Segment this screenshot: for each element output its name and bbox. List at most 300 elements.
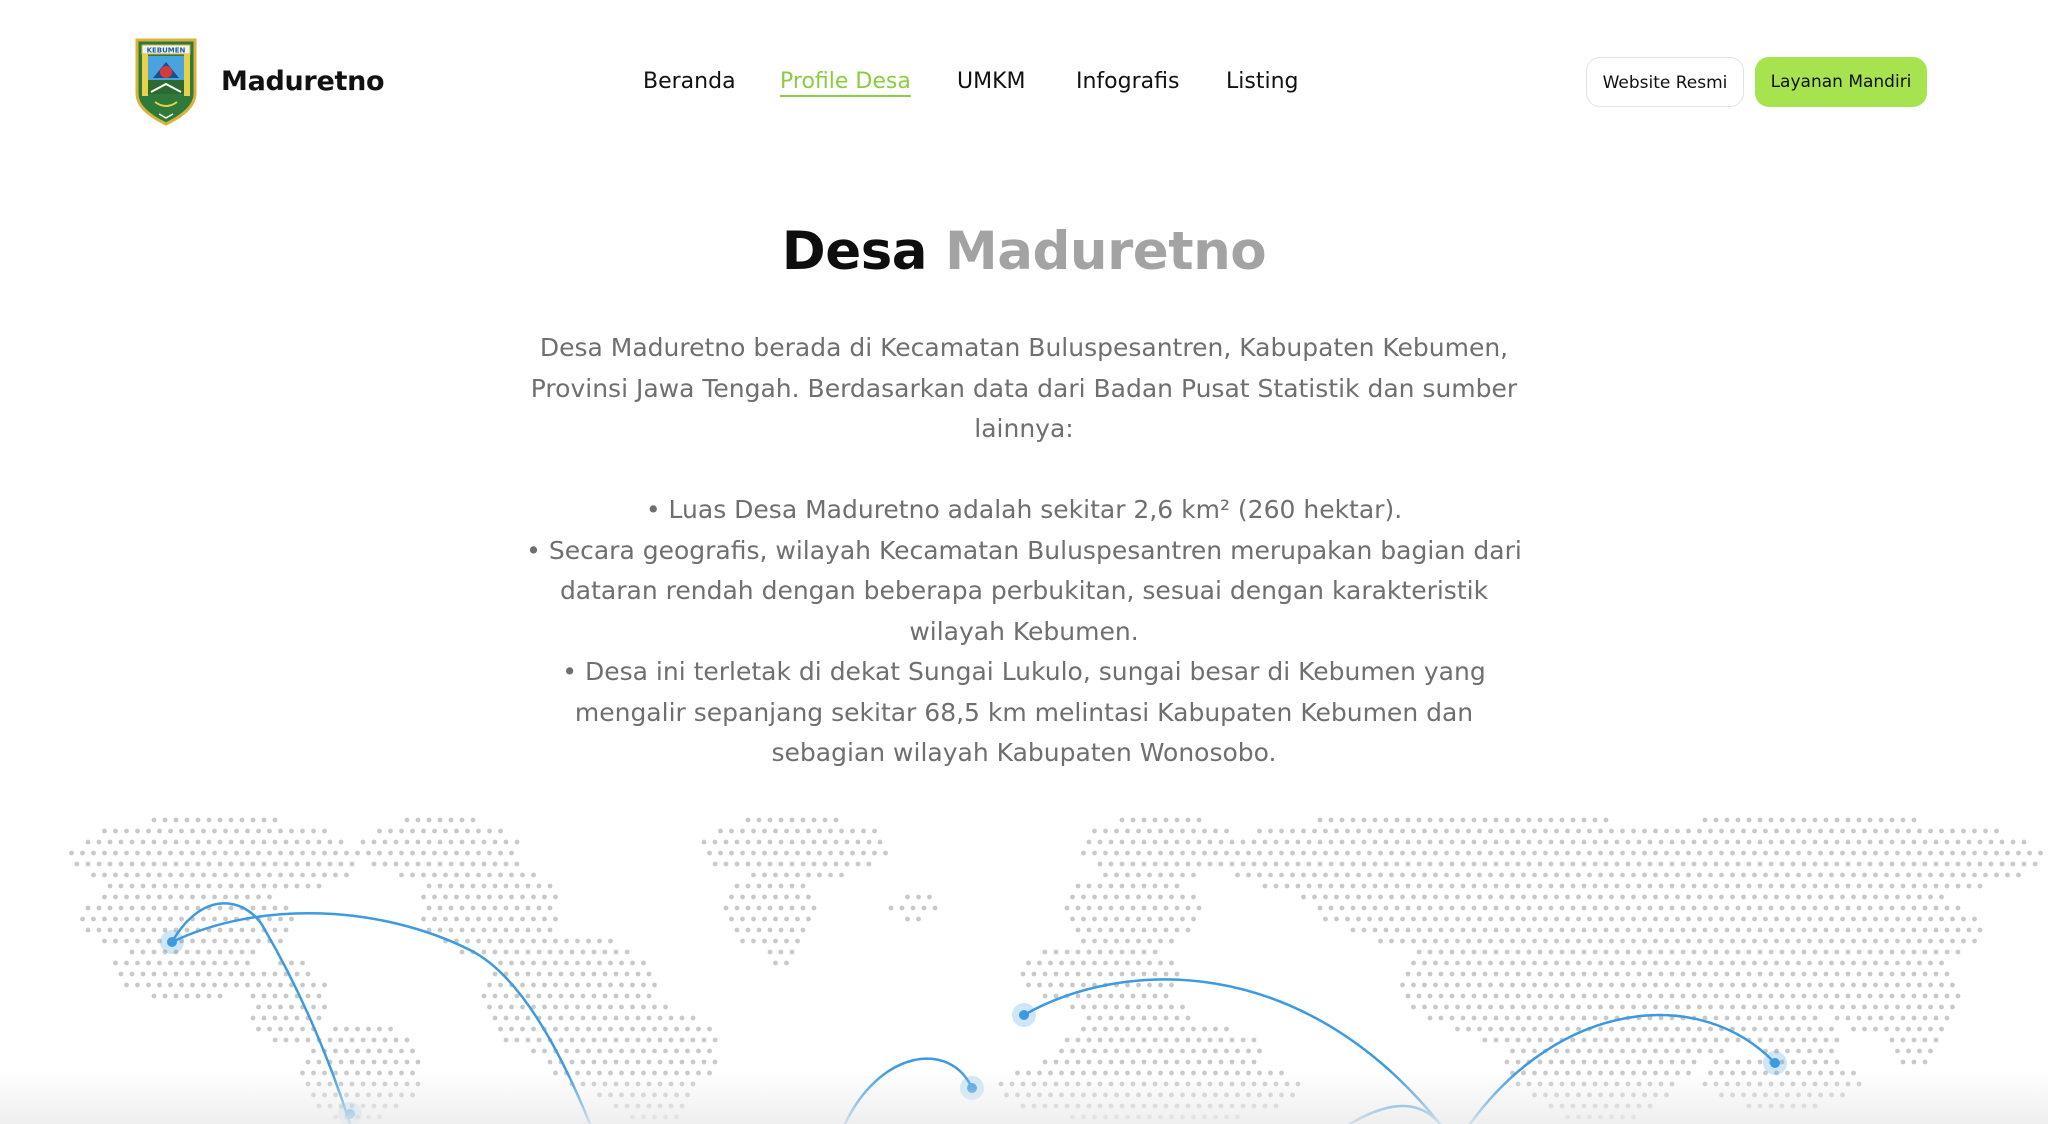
map-dot xyxy=(1444,1005,1449,1010)
map-dot xyxy=(834,818,839,823)
map-dot xyxy=(1428,928,1433,933)
map-dot xyxy=(108,884,113,889)
map-dot xyxy=(185,950,190,955)
map-dot xyxy=(1609,829,1614,834)
map-dot xyxy=(157,829,162,834)
map-dot xyxy=(806,917,811,922)
map-dot xyxy=(1961,851,1966,856)
map-dot xyxy=(1263,862,1268,867)
map-dot xyxy=(1598,917,1603,922)
map-dot xyxy=(1978,840,1983,845)
map-dot xyxy=(1906,895,1911,900)
map-dot xyxy=(592,950,597,955)
map-dot xyxy=(1400,917,1405,922)
map-dot xyxy=(1516,994,1521,999)
map-dot xyxy=(1224,829,1229,834)
map-dot xyxy=(421,895,426,900)
map-dot xyxy=(1213,829,1218,834)
map-dot xyxy=(1846,862,1851,867)
map-dot xyxy=(1433,873,1438,878)
map-dot xyxy=(823,818,828,823)
map-dot xyxy=(691,1060,696,1065)
map-dot xyxy=(1697,873,1702,878)
map-dot xyxy=(113,829,118,834)
map-dot xyxy=(1758,994,1763,999)
map-dot xyxy=(1763,983,1768,988)
map-dot xyxy=(1131,1060,1136,1065)
map-dot xyxy=(1708,1027,1713,1032)
map-dot xyxy=(1604,1038,1609,1043)
map-dot xyxy=(1136,1049,1141,1054)
map-dot xyxy=(1059,1049,1064,1054)
map-dot xyxy=(1516,928,1521,933)
map-dot xyxy=(773,873,778,878)
map-dot xyxy=(553,1005,558,1010)
map-dot xyxy=(278,917,283,922)
map-dot xyxy=(1076,950,1081,955)
map-dot xyxy=(476,895,481,900)
map-dot xyxy=(361,1060,366,1065)
map-dot xyxy=(267,917,272,922)
map-dot xyxy=(1758,906,1763,911)
map-dot xyxy=(1796,1005,1801,1010)
map-dot xyxy=(1642,1027,1647,1032)
map-dot xyxy=(80,851,85,856)
map-dot xyxy=(1125,939,1130,944)
map-dot xyxy=(735,906,740,911)
map-dot xyxy=(1725,862,1730,867)
map-dot xyxy=(498,1027,503,1032)
map-dot xyxy=(229,884,234,889)
map-dot xyxy=(1345,873,1350,878)
map-dot xyxy=(1681,950,1686,955)
map-dot xyxy=(124,829,129,834)
map-dot xyxy=(883,851,888,856)
map-dot xyxy=(1736,1016,1741,1021)
map-dot xyxy=(443,895,448,900)
map-dot xyxy=(1147,1005,1152,1010)
map-dot xyxy=(163,972,168,977)
map-dot xyxy=(1928,917,1933,922)
map-dot xyxy=(1098,950,1103,955)
map-dot xyxy=(619,1049,624,1054)
map-dot xyxy=(1934,972,1939,977)
map-dot xyxy=(1923,1016,1928,1021)
map-dot xyxy=(1890,928,1895,933)
map-dot xyxy=(421,829,426,834)
map-dot xyxy=(713,862,718,867)
map-dot xyxy=(366,851,371,856)
map-dot xyxy=(1180,829,1185,834)
map-dot xyxy=(1510,873,1515,878)
map-dot xyxy=(1901,1038,1906,1043)
map-dot xyxy=(520,917,525,922)
map-dot xyxy=(625,1060,630,1065)
map-dot xyxy=(124,851,129,856)
map-dot xyxy=(163,818,168,823)
map-dot xyxy=(1120,950,1125,955)
map-dot xyxy=(1802,906,1807,911)
map-dot xyxy=(1686,1005,1691,1010)
logo-text: KEBUMEN xyxy=(146,46,186,55)
map-dot xyxy=(625,1016,630,1021)
map-dot xyxy=(570,972,575,977)
map-dot xyxy=(1835,862,1840,867)
map-dot xyxy=(559,994,564,999)
map-dot xyxy=(1444,961,1449,966)
map-dot xyxy=(1961,873,1966,878)
map-dot xyxy=(1983,851,1988,856)
map-dot xyxy=(97,862,102,867)
map-dot xyxy=(1615,972,1620,977)
map-dot xyxy=(1472,818,1477,823)
map-dot xyxy=(2000,862,2005,867)
map-dot xyxy=(1076,906,1081,911)
map-dot xyxy=(746,862,751,867)
map-dot xyxy=(790,884,795,889)
map-dot xyxy=(498,917,503,922)
map-dot xyxy=(361,1038,366,1043)
map-dot xyxy=(1659,994,1664,999)
map-dot xyxy=(1208,862,1213,867)
map-dot xyxy=(1972,873,1977,878)
map-dot xyxy=(229,862,234,867)
map-dot xyxy=(97,906,102,911)
map-dot xyxy=(1813,994,1818,999)
map-dot xyxy=(1890,840,1895,845)
map-dot xyxy=(1604,950,1609,955)
map-dot xyxy=(1538,1016,1543,1021)
layanan-mandiri-button[interactable]: Layanan Mandiri xyxy=(1755,57,1927,107)
nav-item-profile-desa[interactable]: Profile Desa xyxy=(780,69,911,94)
map-dot xyxy=(1433,1005,1438,1010)
map-dot xyxy=(1103,1049,1108,1054)
map-dot xyxy=(1131,972,1136,977)
map-dot xyxy=(333,1049,338,1054)
map-dot xyxy=(520,895,525,900)
map-dot xyxy=(1433,961,1438,966)
map-dot xyxy=(1939,961,1944,966)
map-dot xyxy=(1846,928,1851,933)
map-dot xyxy=(223,917,228,922)
map-dot xyxy=(1417,972,1422,977)
map-dot xyxy=(1945,994,1950,999)
map-dot xyxy=(1175,1038,1180,1043)
map-dot xyxy=(405,862,410,867)
map-dot xyxy=(190,983,195,988)
map-dot xyxy=(1219,1038,1224,1043)
map-dot xyxy=(322,1005,327,1010)
map-dot xyxy=(1670,928,1675,933)
map-dot xyxy=(553,917,558,922)
map-dot xyxy=(630,1027,635,1032)
map-dot xyxy=(1120,840,1125,845)
map-dot xyxy=(399,873,404,878)
map-dot xyxy=(1802,840,1807,845)
map-dot xyxy=(1312,873,1317,878)
map-dot xyxy=(454,895,459,900)
map-dot xyxy=(1642,895,1647,900)
map-dot xyxy=(1736,906,1741,911)
map-dot xyxy=(1373,928,1378,933)
map-dot xyxy=(1928,895,1933,900)
map-dot xyxy=(856,862,861,867)
map-dot xyxy=(333,1027,338,1032)
map-dot xyxy=(1813,950,1818,955)
map-dot xyxy=(443,917,448,922)
map-dot xyxy=(284,906,289,911)
map-dot xyxy=(174,840,179,845)
map-dot xyxy=(779,906,784,911)
map-dot xyxy=(75,862,80,867)
map-dot xyxy=(1510,939,1515,944)
map-dot xyxy=(619,961,624,966)
map-dot xyxy=(1642,939,1647,944)
map-dot xyxy=(1741,873,1746,878)
map-dot xyxy=(1950,917,1955,922)
map-dot xyxy=(179,851,184,856)
map-dot xyxy=(1571,928,1576,933)
map-dot xyxy=(102,917,107,922)
map-dot xyxy=(273,994,278,999)
map-dot xyxy=(1153,906,1158,911)
map-dot xyxy=(2000,840,2005,845)
map-dot xyxy=(1147,1027,1152,1032)
map-dot xyxy=(168,961,173,966)
brand-name[interactable]: Maduretno xyxy=(221,66,385,97)
map-dot xyxy=(1466,895,1471,900)
map-dot xyxy=(1428,906,1433,911)
map-dot xyxy=(1560,906,1565,911)
map-dot xyxy=(267,851,272,856)
nav-item-infografis[interactable]: Infografis xyxy=(1076,69,1180,94)
map-dot xyxy=(157,873,162,878)
map-dot xyxy=(1741,917,1746,922)
map-dot xyxy=(1868,928,1873,933)
map-dot xyxy=(1142,950,1147,955)
map-dot xyxy=(1318,818,1323,823)
map-dot xyxy=(317,884,322,889)
nav-item-beranda[interactable]: Beranda xyxy=(643,69,736,94)
map-dot xyxy=(1499,1005,1504,1010)
map-dot xyxy=(152,994,157,999)
map-dot xyxy=(443,829,448,834)
map-dot xyxy=(1736,950,1741,955)
map-dot xyxy=(1582,994,1587,999)
map-dot xyxy=(311,873,316,878)
map-dot xyxy=(1356,895,1361,900)
map-dot xyxy=(1378,895,1383,900)
map-dot xyxy=(493,994,498,999)
map-dot xyxy=(1521,917,1526,922)
map-dot xyxy=(1653,983,1658,988)
map-dot xyxy=(1780,972,1785,977)
map-dot xyxy=(1890,1016,1895,1021)
map-dot xyxy=(383,862,388,867)
map-dot xyxy=(449,884,454,889)
map-dot xyxy=(1923,950,1928,955)
map-dot xyxy=(1758,840,1763,845)
map-dot xyxy=(482,994,487,999)
map-dot xyxy=(1076,884,1081,889)
map-dot xyxy=(509,961,514,966)
map-dot xyxy=(289,961,294,966)
map-dot xyxy=(1813,862,1818,867)
map-dot xyxy=(1499,917,1504,922)
map-dot xyxy=(91,917,96,922)
map-dot xyxy=(1428,1016,1433,1021)
map-dot xyxy=(1180,851,1185,856)
map-dot xyxy=(1741,961,1746,966)
map-dot xyxy=(1312,895,1317,900)
map-dot xyxy=(905,895,910,900)
map-dot xyxy=(1862,895,1867,900)
map-dot xyxy=(240,928,245,933)
map-dot xyxy=(405,1038,410,1043)
map-dot xyxy=(86,928,91,933)
map-dot xyxy=(1417,906,1422,911)
map-dot xyxy=(1560,950,1565,955)
map-dot xyxy=(1912,1038,1917,1043)
map-dot xyxy=(1813,972,1818,977)
map-dot xyxy=(1472,950,1477,955)
map-dot xyxy=(174,972,179,977)
map-dot xyxy=(1532,961,1537,966)
map-dot xyxy=(295,840,300,845)
map-dot xyxy=(647,994,652,999)
map-dot xyxy=(1340,862,1345,867)
map-dot xyxy=(185,884,190,889)
map-dot xyxy=(1323,873,1328,878)
map-dot xyxy=(1439,862,1444,867)
map-dot xyxy=(548,950,553,955)
map-dot xyxy=(746,818,751,823)
map-dot xyxy=(1285,840,1290,845)
map-dot xyxy=(212,917,217,922)
map-dot xyxy=(1846,972,1851,977)
map-dot xyxy=(509,895,514,900)
map-dot xyxy=(1835,950,1840,955)
map-dot xyxy=(394,840,399,845)
map-dot xyxy=(256,829,261,834)
map-dot xyxy=(256,983,261,988)
map-dot xyxy=(1521,1049,1526,1054)
map-dot xyxy=(1587,917,1592,922)
map-dot xyxy=(328,1038,333,1043)
website-resmi-button[interactable]: Website Resmi xyxy=(1586,57,1744,107)
map-dot xyxy=(1362,862,1367,867)
map-dot xyxy=(185,994,190,999)
map-dot xyxy=(328,840,333,845)
map-dot xyxy=(1868,972,1873,977)
map-dot xyxy=(1835,972,1840,977)
map-dot xyxy=(245,895,250,900)
map-dot xyxy=(641,1027,646,1032)
map-dot xyxy=(449,906,454,911)
map-dot xyxy=(295,1038,300,1043)
map-dot xyxy=(1158,851,1163,856)
map-dot xyxy=(1098,1038,1103,1043)
map-dot xyxy=(1972,829,1977,834)
map-dot xyxy=(515,840,520,845)
map-dot xyxy=(1488,873,1493,878)
map-dot xyxy=(1483,1038,1488,1043)
map-dot xyxy=(1026,983,1031,988)
map-dot xyxy=(1670,1060,1675,1065)
map-dot xyxy=(839,873,844,878)
map-dot xyxy=(1879,884,1884,889)
map-dot xyxy=(273,1038,278,1043)
map-dot xyxy=(740,829,745,834)
map-dot xyxy=(201,939,206,944)
map-dot xyxy=(1164,884,1169,889)
map-dot xyxy=(1670,906,1675,911)
map-dot xyxy=(399,829,404,834)
map-dot xyxy=(1906,1005,1911,1010)
map-dot xyxy=(1939,829,1944,834)
map-dot xyxy=(1351,928,1356,933)
map-dot xyxy=(130,950,135,955)
map-dot xyxy=(454,851,459,856)
map-dot xyxy=(1901,906,1906,911)
map-dot xyxy=(1631,829,1636,834)
map-dot xyxy=(185,840,190,845)
map-dot xyxy=(1516,1016,1521,1021)
map-dot xyxy=(1043,1060,1048,1065)
map-dot xyxy=(1576,961,1581,966)
map-dot xyxy=(1895,829,1900,834)
map-dot xyxy=(1395,862,1400,867)
map-dot xyxy=(1197,1060,1202,1065)
map-dot xyxy=(1378,917,1383,922)
map-dot xyxy=(1774,873,1779,878)
map-dot xyxy=(795,939,800,944)
map-dot xyxy=(515,1016,520,1021)
map-dot xyxy=(1824,1060,1829,1065)
map-dot xyxy=(1582,1060,1587,1065)
map-dot xyxy=(1747,994,1752,999)
map-dot xyxy=(1389,873,1394,878)
map-dot xyxy=(1411,983,1416,988)
map-dot xyxy=(1840,983,1845,988)
map-dot xyxy=(119,906,124,911)
map-dot xyxy=(476,829,481,834)
map-dot xyxy=(284,862,289,867)
map-dot xyxy=(779,950,784,955)
map-dot xyxy=(234,851,239,856)
map-dot xyxy=(1384,884,1389,889)
map-dot xyxy=(1114,895,1119,900)
map-dot xyxy=(1527,972,1532,977)
map-dot xyxy=(1851,939,1856,944)
map-dot xyxy=(1136,1005,1141,1010)
map-dot xyxy=(1862,983,1867,988)
map-dot xyxy=(322,851,327,856)
nav-item-umkm[interactable]: UMKM xyxy=(957,69,1026,94)
map-dot xyxy=(1411,851,1416,856)
intro-paragraph: Desa Maduretno berada di Kecamatan Buluspesantren, Kabupaten Kebumen, Provinsi Jawa Tengah. Berdasarkan data dari Badan Pusat Statistik dan sumber lainnya: xyxy=(530,333,1518,443)
map-dot xyxy=(1642,1005,1647,1010)
map-dot xyxy=(1092,1027,1097,1032)
nav-item-listing[interactable]: Listing xyxy=(1226,69,1299,94)
map-dot xyxy=(372,862,377,867)
map-dot xyxy=(526,1016,531,1021)
map-dot xyxy=(1433,917,1438,922)
map-dot xyxy=(531,1027,536,1032)
map-dot xyxy=(306,994,311,999)
map-dot xyxy=(251,906,256,911)
map-dot xyxy=(1758,862,1763,867)
